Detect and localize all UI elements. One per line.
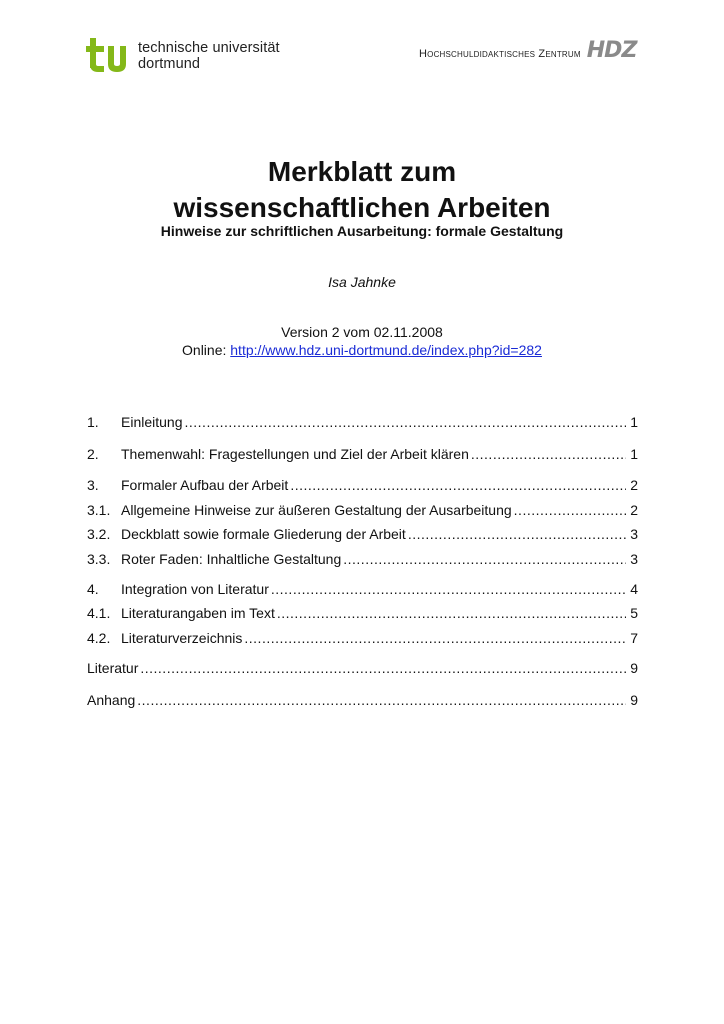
toc-leader-dots [343, 550, 626, 568]
author-name: Isa Jahnke [328, 274, 396, 290]
toc-number: 3.2. [87, 526, 111, 542]
toc-entry[interactable] [87, 501, 638, 519]
title-line1: Merkblatt zum [267, 156, 457, 187]
toc-entry[interactable] [87, 413, 638, 431]
toc-page-number: 9 [630, 692, 638, 708]
toc-entry[interactable] [87, 525, 638, 543]
toc-title: Einleitung [121, 414, 183, 430]
toc-page-number: 7 [630, 630, 638, 646]
toc-number: 1. [87, 414, 99, 430]
toc-title: Roter Faden: Inhaltliche Gestaltung [121, 551, 342, 567]
toc-title: Formaler Aufbau der Arbeit [121, 477, 289, 493]
online-label: Online: [182, 342, 231, 358]
toc-leader-dots [471, 445, 626, 463]
toc-page-number: 5 [630, 605, 638, 621]
hdz-logo-mark: HDZ [586, 38, 637, 63]
tu-logo-line1: technische universität [138, 40, 280, 56]
toc-number: 4.1. [87, 605, 111, 621]
toc-title: Anhang [87, 692, 136, 708]
toc-entry[interactable] [87, 604, 638, 622]
toc-title: Deckblatt sowie formale Gliederung der Arbeit [121, 526, 406, 542]
toc-page-number: 4 [630, 581, 638, 597]
online-url-link[interactable]: http://www.hdz.uni-dortmund.de/index.php?id=282 [230, 342, 542, 358]
toc-page-number: 9 [630, 660, 638, 676]
toc-number: 3. [87, 477, 99, 493]
toc-number: 3.3. [87, 551, 111, 567]
tu-logo-line2: dortmund [138, 56, 201, 72]
toc-entry[interactable] [87, 629, 638, 647]
toc-title: Literatur [87, 660, 139, 676]
toc-leader-dots [140, 659, 626, 677]
online-line [0, 342, 724, 358]
toc-page-number: 2 [630, 477, 638, 493]
toc-leader-dots [271, 580, 626, 598]
toc-page-number: 3 [630, 551, 638, 567]
document-subtitle: Hinweise zur schriftlichen Ausarbeitung: formale Gestaltung [160, 223, 564, 239]
toc-leader-dots [185, 413, 627, 431]
toc-entry[interactable] [87, 691, 638, 709]
toc-title: Literaturverzeichnis [121, 630, 243, 646]
toc-title: Literaturangaben im Text [121, 605, 275, 621]
title-line2: wissenschaftlichen Arbeiten [173, 192, 551, 223]
toc-number: 4. [87, 581, 99, 597]
toc-page-number: 3 [630, 526, 638, 542]
document-title [0, 154, 724, 226]
toc-leader-dots [244, 629, 626, 647]
version-info: Version 2 vom 02.11.2008 [281, 324, 443, 340]
toc-number: 2. [87, 446, 99, 462]
toc-number: 3.1. [87, 502, 111, 518]
toc-entry[interactable] [87, 550, 638, 568]
toc-title: Allgemeine Hinweise zur äußeren Gestaltung der Ausarbeitung [121, 502, 512, 518]
toc-page-number: 1 [630, 446, 638, 462]
hdz-logo-text: Hochschuldidaktisches Zentrum [419, 47, 581, 60]
toc-title: Themenwahl: Fragestellungen und Ziel der Arbeit klären [121, 446, 469, 462]
toc-leader-dots [290, 476, 626, 494]
hdz-logo [419, 38, 636, 63]
toc-entry[interactable] [87, 476, 638, 494]
toc-leader-dots [277, 604, 626, 622]
tu-logo-icon [86, 38, 130, 74]
page-header [0, 0, 724, 90]
toc-page-number: 2 [630, 502, 638, 518]
toc-leader-dots [408, 525, 626, 543]
toc-leader-dots [137, 691, 626, 709]
tu-dortmund-logo [86, 36, 280, 76]
toc-page-number: 1 [630, 414, 638, 430]
toc-entry[interactable] [87, 445, 638, 463]
toc-entry[interactable] [87, 659, 638, 677]
toc-entry[interactable] [87, 580, 638, 598]
toc-leader-dots [514, 501, 626, 519]
toc-title: Integration von Literatur [121, 581, 269, 597]
toc-number: 4.2. [87, 630, 111, 646]
